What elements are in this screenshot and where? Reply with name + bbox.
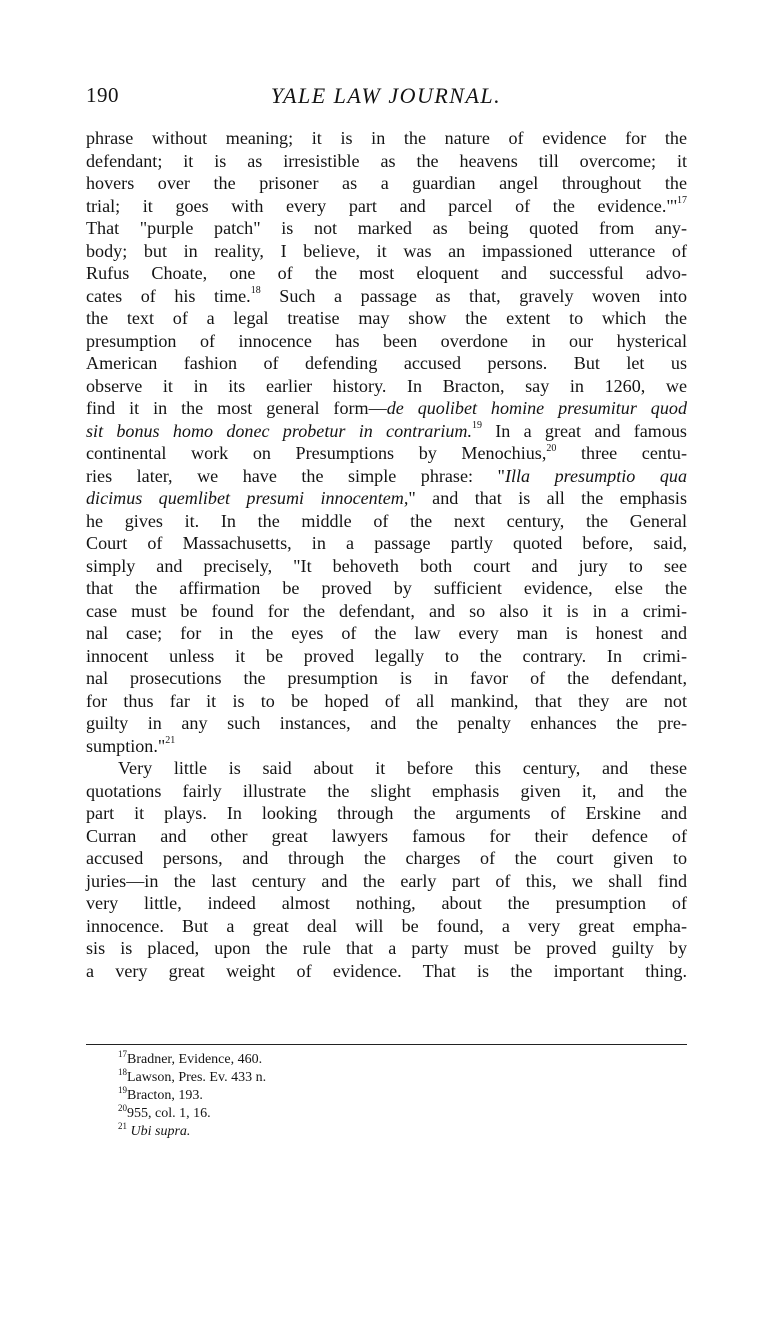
journal-title: YALE LAW JOURNAL. [270,83,502,108]
latin-quotation: Illa presumptio qua [504,465,687,486]
text-line [86,757,687,780]
page-number: 190 [86,83,119,107]
text-run: ries later, we have the simple phrase: " [86,465,505,486]
text-run: observe it in its earlier history. In Bracton, say in 1260, we [86,375,687,396]
latin-quotation: dicimus quemlibet presumi innocentem, [86,488,409,508]
text-run: Bracton, 193. [127,1088,203,1103]
text-line [86,577,687,600]
text-run: nal case; for in the eyes of the law every man is honest and [86,623,687,643]
text-run: innocent unless it be proved legally to the contrary. In crimi- [86,645,687,666]
latin-quotation: de quolibet homine presumitur quod [386,398,687,418]
text-line [86,487,687,510]
footnote-marker: 19 [472,420,482,432]
text-line [86,600,687,623]
text-run: the text of a legal treatise may show the extent to which the [86,308,687,328]
text-line [86,330,687,353]
text-run: a very great weight of evidence. That is the important thing. [86,960,687,981]
footnote-number: 17 [118,1049,127,1060]
footnote [118,1069,678,1087]
text-run: simply and precisely, "It behoveth both court and jury to see [86,555,687,576]
text-run: very little, indeed almost nothing, about the presumption of [86,893,687,913]
text-run: American fashion of defending accused persons. But let us [86,353,687,373]
text-run: for thus far it is to be hoped of all mankind, that they are not [86,690,687,711]
text-run: That "purple patch" is not marked as being quoted from any- [86,218,687,238]
text-run: sis is placed, upon the rule that a party must be proved guilty by [86,938,687,958]
text-run: cates of his time. [86,285,251,306]
text-run: body; but in reality, I believe, it was an impassioned utterance of [86,240,687,261]
text-line [86,825,687,848]
text-line [86,510,687,533]
text-line [86,712,687,735]
text-run: " and that is all the emphasis [408,488,687,508]
text-run: nal prosecutions the presumption is in favor of the defendant, [86,668,687,688]
footnote-number: 21 [118,1121,127,1132]
footnote [118,1087,678,1105]
text-line [86,802,687,825]
text-line [86,960,687,983]
footnote-number: 19 [118,1085,127,1096]
text-run: three centu- [556,443,688,463]
text-line [86,555,687,578]
footnote-marker: 21 [165,735,176,747]
text-run: juries—in the last century and the early part of this, we shall find [86,870,687,891]
footnote-marker: 18 [250,285,261,297]
text-line [86,240,687,263]
text-run: Very little is said about it before this century, and these [118,758,687,778]
running-head [86,83,686,113]
text-line [86,307,687,330]
text-line [86,150,687,173]
text-line [86,645,687,668]
text-run: trial; it goes with every part and parcel of the evidence."' [86,195,677,216]
text-line [86,735,687,758]
text-line [86,465,687,488]
text-run: sumption." [86,735,166,756]
footnote [118,1105,678,1123]
text-line [86,690,687,713]
text-line [86,172,687,195]
text-run: Rufus Choate, one of the most eloquent and successful advo- [86,263,687,283]
text-run: part it plays. In looking through the arguments of Erskine and [86,803,687,823]
text-line [86,870,687,893]
text-run: hovers over the prisoner as a guardian angel throughout the [86,173,687,193]
footnote [118,1051,678,1069]
text-line [86,195,687,218]
text-line [86,217,687,240]
text-run: Curran and other great lawyers famous for their defence of [86,825,687,846]
text-run: continental work on Presumptions by Menochius, [86,443,547,463]
text-run: Court of Massachusetts, in a passage partly quoted before, said, [86,533,687,553]
text-line [86,262,687,285]
latin-quotation: sit bonus homo donec probetur in contrarium. [86,420,472,441]
latin-quotation: Ubi supra. [130,1124,191,1139]
footnote-marker: 17 [677,195,687,207]
footnote [118,1123,678,1141]
body-text [86,127,687,982]
text-line [86,667,687,690]
text-run: guilty in any such instances, and the penalty enhances the pre- [86,713,687,733]
footnote-marker: 20 [546,442,557,454]
text-line [86,285,687,308]
text-line [86,892,687,915]
footnote-divider [86,1044,687,1045]
text-run: In a great and famous [482,420,687,441]
text-line [86,397,687,420]
text-run: 955, col. 1, 16. [127,1106,211,1121]
text-run: he gives it. In the middle of the next century, the General [86,510,687,531]
text-line [86,915,687,938]
text-run: accused persons, and through the charges of the court given to [86,848,687,868]
text-line [86,375,687,398]
text-line [86,420,687,443]
text-run: presumption of innocence has been overdone in our hysterical [86,330,687,351]
footnotes [118,1051,678,1141]
text-line [86,937,687,960]
text-run: find it in the most general form— [86,398,387,418]
text-line [86,532,687,555]
footnote-number: 18 [118,1067,127,1078]
text-line [86,442,687,465]
text-run: case must be found for the defendant, and so also it is in a crimi- [86,600,687,621]
text-line [86,847,687,870]
text-run: innocence. But a great deal will be found, a very great empha- [86,915,687,936]
text-run: quotations fairly illustrate the slight emphasis given it, and the [86,780,687,801]
text-run: Such a passage as that, gravely woven into [260,285,687,306]
text-line [86,352,687,375]
text-run: Bradner, Evidence, 460. [127,1052,263,1067]
text-line [86,622,687,645]
text-line [86,127,687,150]
text-run: phrase without meaning; it is in the nature of evidence for the [86,128,687,148]
text-run: that the affirmation be proved by sufficient evidence, else the [86,578,687,598]
footnote-number: 20 [118,1103,127,1114]
text-run: Lawson, Pres. Ev. 433 n. [127,1070,267,1085]
text-run: defendant; it is as irresistible as the heavens till overcome; it [86,150,687,171]
text-line [86,780,687,803]
